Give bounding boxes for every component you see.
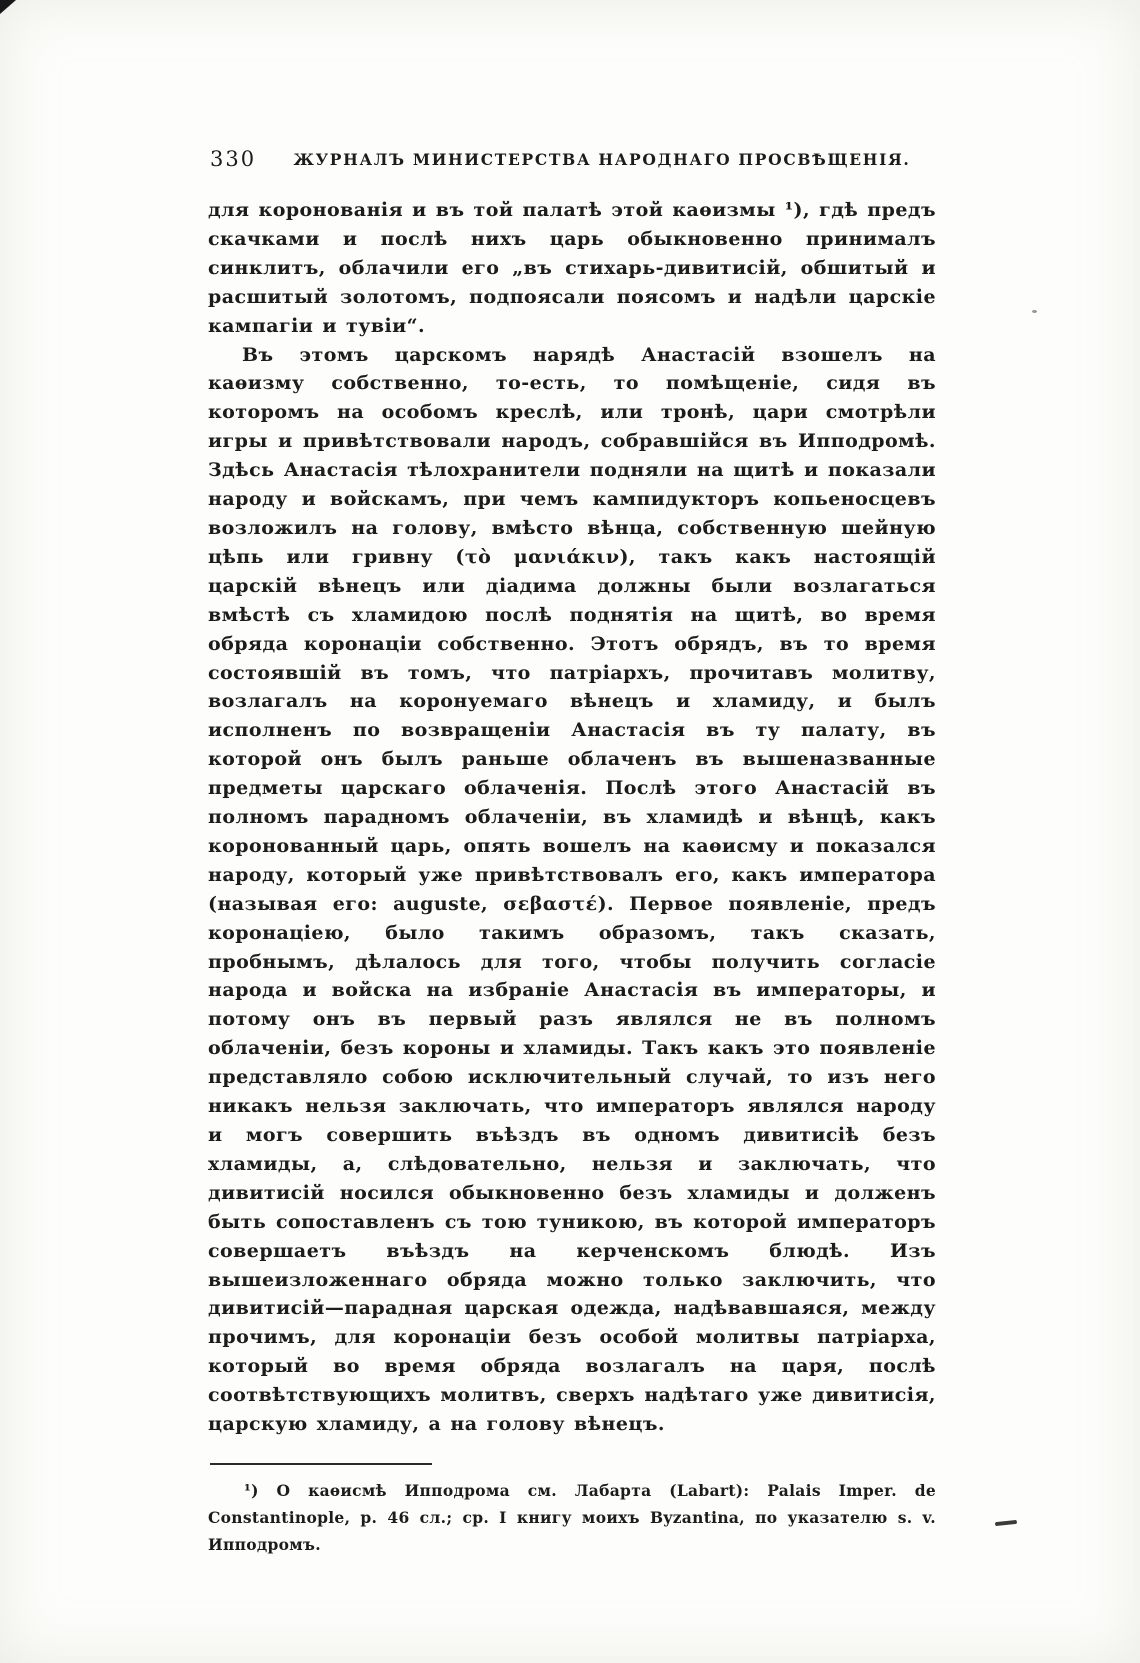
footnote: [208, 1477, 936, 1558]
scan-artifact-corner: [0, 0, 16, 14]
page-content: [208, 146, 936, 1558]
running-head: [208, 146, 936, 174]
paragraph: Въ этомъ царскомъ нарядѣ Анастасій взошелъ на каѳизму собственно, то-есть, то помѣщеніе, сидя въ которомъ на особомъ креслѣ, или тронѣ, цари смотрѣли игры и привѣтствовали народъ, собравшійся въ Ипподромѣ. Здѣсь Анастасія тѣлохранители подняли на щитѣ и показали народу и войскамъ, при чемъ кампидукторъ копьеносцевъ возложилъ на голову, вмѣсто вѣнца, собственную шейную цѣпь или гривну (τὸ μανιάκιν), такъ какъ настоящій царскій вѣнецъ или діадима должны были возлагаться вмѣстѣ съ хламидою послѣ поднятія на щитѣ, во время обряда коронаціи собственно. Этотъ обрядъ, въ то время состоявшій въ томъ, что патріархъ, прочитавъ молитву, возлагалъ на коронуемаго вѣнецъ и хламиду, и былъ исполненъ по возвращеніи Анастасія въ ту палату, въ которой онъ былъ раньше облаченъ въ вышеназванные предметы царскаго облаченія. Послѣ этого Анастасій въ полномъ парадномъ облаченіи, въ хламидѣ и вѣнцѣ, какъ коронованный царь, опять вошелъ на каѳисму и показался народу, который уже привѣтствовалъ его, какъ императора (называя его: auguste, σεβαστέ). Первое появленіе, предъ коронаціею, было такимъ образомъ, такъ сказать, пробнымъ, дѣлалось для того, чтобы получить согласіе народа и войска на избраніе Анастасія въ императоры, и потому онъ въ первый разъ являлся не въ полномъ облаченіи, безъ короны и хламиды. Такъ какъ это появленіе представляло собою исключительный случай, то изъ него никакъ нельзя заключать, что императоръ являлся народу и могъ совершить въѣздъ въ одномъ дивитисіѣ безъ хламиды, а, слѣдовательно, нельзя и заключать, что дивитисій носился обыкновенно безъ хламиды и долженъ быть сопоставленъ съ тою туникою, въ которой императоръ совершаетъ въѣздъ на керченскомъ блюдѣ. Изъ вышеизложеннаго обряда можно только заключить, что дивитисій—парадная царская одежда, надѣвавшаяся, между прочимъ, для коронаціи безъ особой молитвы патріарха, который во время обряда возлагалъ на царя, послѣ соотвѣтствующихъ молитвъ, сверхъ надѣтаго уже дивитисія, царскую хламиду, а на голову вѣнецъ.: [208, 343, 936, 1436]
footnote-separator: [210, 1463, 432, 1465]
scan-artifact-speck: [1032, 310, 1037, 313]
page-number: 330: [210, 147, 257, 171]
paragraph-continuation: для коронованія и въ той палатѣ этой каѳизмы ¹), гдѣ предъ скачками и послѣ нихъ царь обыкновенно принималъ синклитъ, облачили его „въ стихарь-дивитисій, обшитый и расшитый золотомъ, подпоясали поясомъ и надѣли царскіе кампагіи и тувіи“.: [208, 199, 936, 337]
journal-title: ЖУРНАЛЪ МИНИСТЕРСТВА НАРОДНАГО ПРОСВѢЩЕНІЯ.: [293, 150, 911, 169]
scan-artifact-dash: [995, 1520, 1017, 1526]
footnote-text: ¹) О каѳисмѣ Ипподрома см. Лабарта (Labart): Palais Imper. de Constantinople, p. 46 сл.; ср. I книгу моихъ Byzantina, по указателю s. v. Ипподромъ.: [208, 1480, 936, 1554]
page-body: [208, 196, 936, 1439]
